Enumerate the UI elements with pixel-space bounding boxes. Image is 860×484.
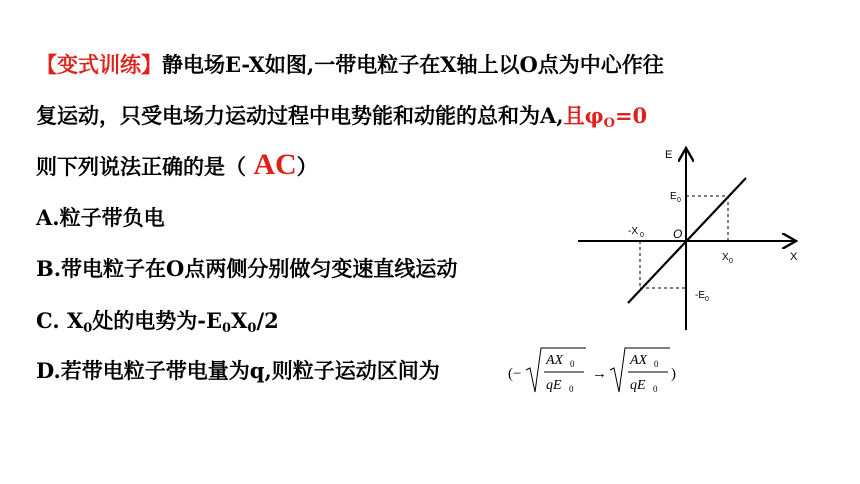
origin-label: O <box>673 227 683 241</box>
potential-condition: 且$\varphi_O=0$ <box>563 103 648 131</box>
e-axis-label: E <box>665 149 673 161</box>
svg-text:0: 0 <box>654 359 659 369</box>
x-axis-label: X <box>790 251 798 263</box>
svg-text:0: 0 <box>705 296 709 303</box>
svg-text:0: 0 <box>569 384 574 394</box>
neg-x0-label <box>628 226 644 239</box>
svg-text:0: 0 <box>729 258 733 265</box>
question-stem-1: 静电场E-X如图,一带电粒子在X轴上以O点为中心作往 <box>162 52 664 77</box>
svg-text:AX: AX <box>630 353 648 368</box>
answer-text: AC <box>253 148 297 181</box>
neg-e0-label <box>695 290 709 303</box>
svg-text:0: 0 <box>653 384 658 394</box>
svg-text:0: 0 <box>640 232 644 239</box>
svg-text:E: E <box>670 191 677 202</box>
question-stem-2: 复运动，只受电场力运动过程中电势能和动能的总和为A, <box>36 103 564 128</box>
question-line-3 <box>36 150 318 182</box>
svg-text:-X: -X <box>628 226 638 237</box>
x0-label <box>722 252 733 265</box>
svg-text:X: X <box>722 252 729 263</box>
question-line-2 <box>36 101 647 139</box>
svg-text:(−: (− <box>508 366 522 382</box>
svg-text:AX: AX <box>546 353 564 368</box>
svg-text:0: 0 <box>677 197 681 204</box>
question-line-1 <box>36 50 664 80</box>
svg-text:-E: -E <box>695 290 705 301</box>
svg-text:): ) <box>671 366 676 382</box>
svg-text:→: → <box>592 366 607 382</box>
variant-training-tag: 【变式训练】 <box>36 52 162 77</box>
question-prompt: 则下列说法正确的是（ <box>36 154 246 179</box>
option-c: C. $X_0$处的电势为$-E_0X_0/2$ <box>36 308 279 336</box>
question-close-paren: ） <box>296 154 318 179</box>
option-a: A.粒子带负电 <box>36 205 165 230</box>
e-x-graph <box>570 140 810 335</box>
svg-text:qE: qE <box>546 378 562 393</box>
svg-text:qE: qE <box>630 378 646 393</box>
interval-formula <box>508 342 678 402</box>
e0-label <box>670 191 681 204</box>
option-d: D.若带电粒子带电量为q,则粒子运动区间为 <box>36 358 440 383</box>
svg-text:0: 0 <box>570 359 575 369</box>
option-b: B.带电粒子在O点两侧分别做匀变速直线运动 <box>36 256 458 281</box>
